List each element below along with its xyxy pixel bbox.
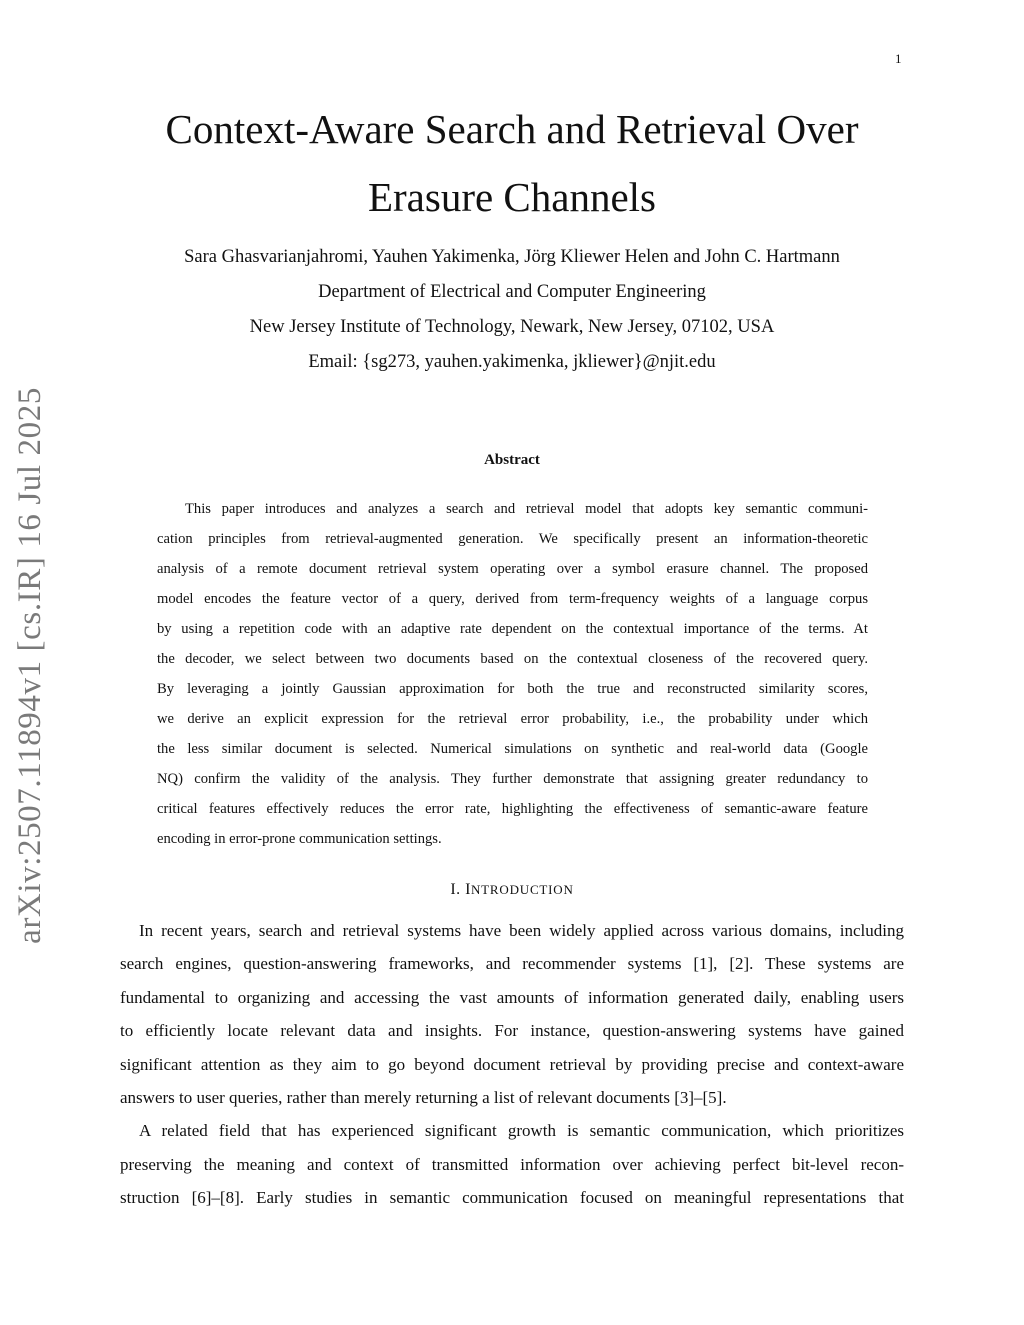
page-number: 1 [895,51,902,66]
body-text-line: significant attention as they aim to go beyond document retrieval by providing precise and context-aware [120,1054,904,1074]
introduction-body [120,914,904,1215]
section-heading-rest: NTRODUCTION [470,882,574,897]
abstract-line: we derive an explicit expression for the retrieval error probability, i.e., the probability under which [157,711,868,727]
abstract-line: NQ) confirm the validity of the analysis. They further demonstrate that assigning greater redundancy to [157,771,868,787]
abstract-line: This paper introduces and analyzes a search and retrieval model that adopts key semantic communi- [185,501,868,517]
author-block [0,240,1024,380]
abstract-body [157,494,868,854]
body-text-line: answers to user queries, rather than merely returning a list of relevant documents [3]–[5]. [120,1087,727,1107]
abstract-line: By leveraging a jointly Gaussian approximation for both the true and reconstructed similarity scores, [157,681,868,697]
paper-title-line-1: Context-Aware Search and Retrieval Over [165,106,859,152]
body-text-line: preserving the meaning and context of transmitted information over achieving perfect bit-level recon- [120,1154,904,1174]
abstract-line: encoding in error-prone communication settings. [157,831,442,847]
paper-title [0,95,1024,231]
abstract-line: by using a repetition code with an adaptive rate dependent on the contextual importance of the terms. At [157,621,868,637]
author-department: Department of Electrical and Computer Engineering [318,282,706,302]
body-text-line: search engines, question-answering frameworks, and recommender systems [1], [2]. These systems are [120,954,904,974]
abstract-line: the decoder, we select between two documents based on the contextual closeness of the recovered query. [157,651,868,667]
abstract-line: the less similar document is selected. Numerical simulations on synthetic and real-world data (Google [157,741,868,757]
author-institute: New Jersey Institute of Technology, Newark, New Jersey, 07102, USA [249,317,775,337]
arxiv-identifier-text: arXiv:2507.11894v1 [cs.IR] 16 Jul 2025 [11,386,48,944]
body-text-line: to efficiently locate relevant data and insights. For instance, question-answering systems have gained [120,1021,904,1041]
body-text-line: In recent years, search and retrieval systems have been widely applied across various domains, including [139,921,904,940]
section-heading-introduction [0,881,1024,899]
section-numeral: I. [450,881,466,898]
abstract-line: model encodes the feature vector of a query, derived from term-frequency weights of a language corpus [157,591,868,607]
abstract-line: analysis of a remote document retrieval system operating over a symbol erasure channel. The proposed [157,561,868,577]
paper-title-line-2: Erasure Channels [367,174,657,220]
body-text-line: struction [6]–[8]. Early studies in semantic communication focused on meaningful representations that [120,1188,904,1208]
section-heading-initial: I [465,881,471,898]
body-text-line: A related field that has experienced significant growth is semantic communication, which prioritizes [139,1121,904,1141]
author-email: Email: {sg273, yauhen.yakimenka, jkliewer}@njit.edu [308,352,716,372]
body-text-line: fundamental to organizing and accessing the vast amounts of information generated daily, enabling users [120,987,904,1007]
abstract-heading: Abstract [484,452,540,468]
author-names: Sara Ghasvarianjahromi, Yauhen Yakimenka, Jörg Kliewer Helen and John C. Hartmann [184,247,840,267]
abstract-line: critical features effectively reduces the error rate, highlighting the effectiveness of semantic-aware feature [157,801,868,817]
arxiv-identifier-stamp [6,386,54,944]
abstract-line: cation principles from retrieval-augmented generation. We specifically present an information-theoretic [157,531,868,547]
